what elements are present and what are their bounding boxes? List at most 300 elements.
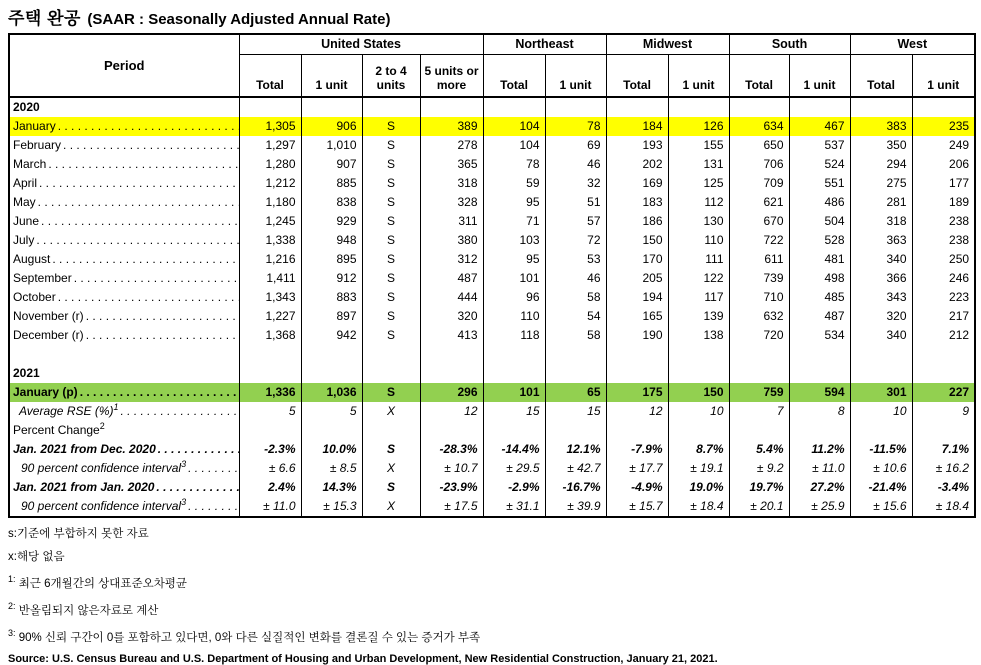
value-cell: [545, 97, 606, 117]
value-cell: S: [362, 288, 420, 307]
value-cell: 5: [239, 402, 301, 421]
column-header-w-total: Total: [850, 54, 912, 97]
dot-leader: [156, 440, 239, 459]
value-cell: 57: [545, 212, 606, 231]
footnote-sup: 1:: [8, 574, 16, 584]
group-header-south: South: [729, 34, 850, 54]
dot-leader: [56, 288, 239, 307]
value-cell: 594: [789, 383, 850, 402]
value-cell: ± 25.9: [789, 497, 850, 517]
value-cell: [301, 345, 362, 364]
value-cell: 189: [912, 193, 975, 212]
row-label: [9, 193, 239, 212]
row-label-text: January (p): [13, 385, 78, 399]
value-cell: [420, 97, 483, 117]
value-cell: 78: [545, 117, 606, 136]
row-label-text: Jan. 2021 from Jan. 2020: [13, 480, 155, 494]
table-row: [9, 440, 975, 459]
value-cell: 363: [850, 231, 912, 250]
row-label: [9, 155, 239, 174]
value-cell: 634: [729, 117, 789, 136]
dot-leader: [36, 193, 239, 212]
value-cell: 170: [606, 250, 668, 269]
value-cell: [912, 97, 975, 117]
value-cell: S: [362, 326, 420, 345]
value-cell: 46: [545, 155, 606, 174]
value-cell: X: [362, 459, 420, 478]
value-cell: 275: [850, 174, 912, 193]
value-cell: 343: [850, 288, 912, 307]
value-cell: ± 16.2: [912, 459, 975, 478]
value-cell: 7.1%: [912, 440, 975, 459]
value-cell: 249: [912, 136, 975, 155]
dot-leader: [154, 478, 238, 497]
value-cell: 12: [606, 402, 668, 421]
table-row: [9, 174, 975, 193]
value-cell: 58: [545, 288, 606, 307]
value-cell: -4.9%: [606, 478, 668, 497]
footnotes: [8, 525, 981, 644]
footnote-text: s:기준에 부합하지 못한 자료: [8, 528, 149, 540]
period-header: Period: [9, 34, 239, 97]
value-cell: ± 15.7: [606, 497, 668, 517]
value-cell: ± 15.3: [301, 497, 362, 517]
value-cell: 183: [606, 193, 668, 212]
value-cell: 485: [789, 288, 850, 307]
value-cell: 413: [420, 326, 483, 345]
value-cell: 534: [789, 326, 850, 345]
value-cell: X: [362, 497, 420, 517]
value-cell: S: [362, 212, 420, 231]
value-cell: [239, 421, 301, 440]
value-cell: S: [362, 155, 420, 174]
value-cell: [789, 364, 850, 383]
value-cell: S: [362, 117, 420, 136]
value-cell: 1,227: [239, 307, 301, 326]
dot-leader: [46, 155, 238, 174]
value-cell: [483, 345, 545, 364]
value-cell: 95: [483, 193, 545, 212]
value-cell: 1,036: [301, 383, 362, 402]
value-cell: 670: [729, 212, 789, 231]
value-cell: S: [362, 136, 420, 155]
value-cell: [668, 97, 729, 117]
value-cell: [239, 97, 301, 117]
group-header-row: [9, 34, 975, 54]
value-cell: 202: [606, 155, 668, 174]
table-row: [9, 117, 975, 136]
value-cell: 130: [668, 212, 729, 231]
value-cell: [668, 421, 729, 440]
value-cell: 227: [912, 383, 975, 402]
value-cell: [420, 345, 483, 364]
table-row: [9, 326, 975, 345]
value-cell: ± 11.0: [789, 459, 850, 478]
value-cell: 906: [301, 117, 362, 136]
value-cell: 27.2%: [789, 478, 850, 497]
column-header-s-1unit: 1 unit: [789, 54, 850, 97]
row-label: [9, 345, 239, 364]
value-cell: S: [362, 440, 420, 459]
value-cell: 611: [729, 250, 789, 269]
group-header-west: West: [850, 34, 975, 54]
row-label: [9, 250, 239, 269]
value-cell: [850, 345, 912, 364]
value-cell: 138: [668, 326, 729, 345]
row-label: [9, 326, 239, 345]
source-note: Source: U.S. Census Bureau and U.S. Department of Housing and Urban Development, New Residential Construction, January 21, 2021.: [8, 653, 718, 665]
value-cell: 897: [301, 307, 362, 326]
value-cell: 504: [789, 212, 850, 231]
table-row: [9, 478, 975, 497]
value-cell: 301: [850, 383, 912, 402]
value-cell: [483, 421, 545, 440]
value-cell: 10: [668, 402, 729, 421]
column-header-us-total: Total: [239, 54, 301, 97]
row-label-text: Jan. 2021 from Dec. 2020: [13, 442, 156, 456]
row-label-text: Average RSE (%)$^1$: [19, 402, 119, 418]
footnote-text: 반올림되지 않은자료로 계산: [15, 604, 159, 617]
value-cell: -28.3%: [420, 440, 483, 459]
value-cell: 1,212: [239, 174, 301, 193]
value-cell: S: [362, 193, 420, 212]
value-cell: -7.9%: [606, 440, 668, 459]
value-cell: 112: [668, 193, 729, 212]
value-cell: ± 9.2: [729, 459, 789, 478]
value-cell: [301, 97, 362, 117]
group-header-northeast: Northeast: [483, 34, 606, 54]
value-cell: 10: [850, 402, 912, 421]
value-cell: 365: [420, 155, 483, 174]
footnote-3: [8, 628, 981, 645]
value-cell: 184: [606, 117, 668, 136]
value-cell: 8.7%: [668, 440, 729, 459]
value-cell: [606, 97, 668, 117]
value-cell: 139: [668, 307, 729, 326]
dot-leader: [78, 383, 239, 402]
row-label: [9, 231, 239, 250]
dot-leader: [186, 459, 238, 478]
value-cell: 895: [301, 250, 362, 269]
value-cell: 8: [789, 402, 850, 421]
value-cell: S: [362, 383, 420, 402]
value-cell: 318: [420, 174, 483, 193]
value-cell: 104: [483, 117, 545, 136]
column-header-us-5plus: 5 units or more: [420, 54, 483, 97]
footnote-1: [8, 574, 981, 591]
value-cell: 71: [483, 212, 545, 231]
value-cell: S: [362, 478, 420, 497]
column-header-s-total: Total: [729, 54, 789, 97]
value-cell: 193: [606, 136, 668, 155]
page-title: [8, 4, 981, 29]
value-cell: 205: [606, 269, 668, 288]
value-cell: 111: [668, 250, 729, 269]
value-cell: -2.9%: [483, 478, 545, 497]
value-cell: [239, 364, 301, 383]
value-cell: 206: [912, 155, 975, 174]
table-row: [9, 136, 975, 155]
value-cell: 186: [606, 212, 668, 231]
title-english: (SAAR : Seasonally Adjusted Annual Rate): [87, 11, 391, 28]
row-label-text: October: [13, 290, 56, 304]
value-cell: 720: [729, 326, 789, 345]
value-cell: 10.0%: [301, 440, 362, 459]
row-label: [9, 174, 239, 193]
footnote-2: [8, 601, 981, 618]
value-cell: 1,336: [239, 383, 301, 402]
value-cell: 59: [483, 174, 545, 193]
table-row: [9, 402, 975, 421]
value-cell: [545, 421, 606, 440]
value-cell: [729, 364, 789, 383]
value-cell: 722: [729, 231, 789, 250]
table-row: [9, 155, 975, 174]
value-cell: 69: [545, 136, 606, 155]
value-cell: 2.4%: [239, 478, 301, 497]
value-cell: 632: [729, 307, 789, 326]
value-cell: 320: [420, 307, 483, 326]
value-cell: [729, 97, 789, 117]
value-cell: 246: [912, 269, 975, 288]
value-cell: 15: [483, 402, 545, 421]
value-cell: 318: [850, 212, 912, 231]
value-cell: 7: [729, 402, 789, 421]
value-cell: 907: [301, 155, 362, 174]
value-cell: [483, 364, 545, 383]
value-cell: 1,280: [239, 155, 301, 174]
value-cell: -14.4%: [483, 440, 545, 459]
value-cell: 838: [301, 193, 362, 212]
value-cell: 169: [606, 174, 668, 193]
value-cell: [420, 364, 483, 383]
row-label-text: Percent Change$^2$: [13, 421, 105, 437]
value-cell: 212: [912, 326, 975, 345]
value-cell: [668, 345, 729, 364]
value-cell: -2.3%: [239, 440, 301, 459]
value-cell: 122: [668, 269, 729, 288]
value-cell: 1,297: [239, 136, 301, 155]
value-cell: [362, 364, 420, 383]
value-cell: -3.4%: [912, 478, 975, 497]
value-cell: 278: [420, 136, 483, 155]
value-cell: 11.2%: [789, 440, 850, 459]
value-cell: [606, 364, 668, 383]
value-cell: 12.1%: [545, 440, 606, 459]
value-cell: 389: [420, 117, 483, 136]
value-cell: 1,411: [239, 269, 301, 288]
row-label: [9, 117, 239, 136]
row-label: [9, 212, 239, 231]
value-cell: [729, 421, 789, 440]
row-label: [9, 459, 239, 478]
value-cell: 1,305: [239, 117, 301, 136]
value-cell: S: [362, 269, 420, 288]
dot-leader: [34, 231, 238, 250]
value-cell: S: [362, 307, 420, 326]
row-label: [9, 307, 239, 326]
value-cell: 155: [668, 136, 729, 155]
table-row: [9, 345, 975, 364]
value-cell: 312: [420, 250, 483, 269]
footnote-ref: 1: [113, 402, 119, 412]
value-cell: 366: [850, 269, 912, 288]
value-cell: ± 42.7: [545, 459, 606, 478]
value-cell: ± 6.6: [239, 459, 301, 478]
value-cell: 1,338: [239, 231, 301, 250]
value-cell: ± 17.5: [420, 497, 483, 517]
value-cell: 709: [729, 174, 789, 193]
value-cell: [789, 345, 850, 364]
footnote-x: [8, 548, 981, 564]
value-cell: 19.0%: [668, 478, 729, 497]
row-label-text: January: [13, 119, 56, 133]
value-cell: 1,368: [239, 326, 301, 345]
footnote-ref: 3: [181, 459, 187, 469]
value-cell: 96: [483, 288, 545, 307]
footnote-s: [8, 525, 981, 541]
row-label-text: February: [13, 138, 62, 152]
value-cell: 311: [420, 212, 483, 231]
value-cell: 53: [545, 250, 606, 269]
dot-leader: [39, 212, 238, 231]
value-cell: 706: [729, 155, 789, 174]
dot-leader: [84, 307, 239, 326]
value-cell: 9: [912, 402, 975, 421]
row-label: [9, 136, 239, 155]
value-cell: 380: [420, 231, 483, 250]
value-cell: 912: [301, 269, 362, 288]
row-label: [9, 402, 239, 421]
value-cell: 498: [789, 269, 850, 288]
value-cell: [362, 345, 420, 364]
value-cell: 481: [789, 250, 850, 269]
value-cell: 104: [483, 136, 545, 155]
table-row: [9, 383, 975, 402]
value-cell: 340: [850, 250, 912, 269]
column-header-us-2to4: 2 to 4 units: [362, 54, 420, 97]
dot-leader: [50, 250, 238, 269]
row-label: [9, 478, 239, 497]
value-cell: 710: [729, 288, 789, 307]
value-cell: ± 15.6: [850, 497, 912, 517]
row-label: [9, 440, 239, 459]
row-label-text: July: [13, 233, 35, 247]
value-cell: ± 29.5: [483, 459, 545, 478]
value-cell: 95: [483, 250, 545, 269]
group-header-midwest: Midwest: [606, 34, 729, 54]
value-cell: 281: [850, 193, 912, 212]
table-row: [9, 250, 975, 269]
value-cell: 32: [545, 174, 606, 193]
value-cell: [912, 345, 975, 364]
value-cell: 1,216: [239, 250, 301, 269]
value-cell: 537: [789, 136, 850, 155]
value-cell: 444: [420, 288, 483, 307]
value-cell: [362, 97, 420, 117]
value-cell: 223: [912, 288, 975, 307]
dot-leader: [84, 326, 239, 345]
value-cell: [483, 97, 545, 117]
value-cell: 125: [668, 174, 729, 193]
row-label-text: 90 percent confidence interval$^3$: [21, 459, 187, 475]
footnote-text: 90% 신뢰 구간이 0를 포함하고 있다면, 0와 다른 실질적인 변화를 결론질 수 있는 증거가 부족: [15, 631, 481, 644]
table-row: [9, 288, 975, 307]
value-cell: ± 17.7: [606, 459, 668, 478]
value-cell: 340: [850, 326, 912, 345]
row-label-text: March: [13, 157, 47, 171]
value-cell: 238: [912, 231, 975, 250]
row-label-text: December (r): [13, 328, 84, 342]
value-cell: [668, 364, 729, 383]
table-row: [9, 212, 975, 231]
value-cell: 235: [912, 117, 975, 136]
row-label-text: 90 percent confidence interval$^3$: [21, 497, 187, 513]
value-cell: 621: [729, 193, 789, 212]
value-cell: 650: [729, 136, 789, 155]
value-cell: [545, 345, 606, 364]
table-row: [9, 421, 975, 440]
value-cell: 250: [912, 250, 975, 269]
column-header-ne-total: Total: [483, 54, 545, 97]
value-cell: 5: [301, 402, 362, 421]
value-cell: 486: [789, 193, 850, 212]
value-cell: 131: [668, 155, 729, 174]
value-cell: 487: [420, 269, 483, 288]
value-cell: S: [362, 174, 420, 193]
value-cell: [850, 421, 912, 440]
value-cell: 238: [912, 212, 975, 231]
value-cell: 101: [483, 383, 545, 402]
table-row: [9, 97, 975, 117]
value-cell: 12: [420, 402, 483, 421]
value-cell: -11.5%: [850, 440, 912, 459]
table-row: [9, 193, 975, 212]
footnote-text: x:해당 없음: [8, 551, 65, 563]
value-cell: 296: [420, 383, 483, 402]
value-cell: ± 18.4: [668, 497, 729, 517]
value-cell: 883: [301, 288, 362, 307]
value-cell: 175: [606, 383, 668, 402]
value-cell: 118: [483, 326, 545, 345]
value-cell: [301, 421, 362, 440]
value-cell: 328: [420, 193, 483, 212]
value-cell: [239, 345, 301, 364]
row-label: [9, 497, 239, 517]
group-header-united-states: United States: [239, 34, 483, 54]
row-label-text: April: [13, 176, 38, 190]
value-cell: [301, 364, 362, 383]
value-cell: 5.4%: [729, 440, 789, 459]
value-cell: 46: [545, 269, 606, 288]
value-cell: [362, 421, 420, 440]
column-header-w-1unit: 1 unit: [912, 54, 975, 97]
value-cell: [912, 421, 975, 440]
value-cell: 320: [850, 307, 912, 326]
value-cell: X: [362, 402, 420, 421]
table-header: [9, 34, 975, 97]
value-cell: 110: [483, 307, 545, 326]
dot-leader: [37, 174, 238, 193]
value-cell: S: [362, 231, 420, 250]
value-cell: 65: [545, 383, 606, 402]
footnote-text: 최근 6개월간의 상대표준오차평균: [15, 577, 188, 590]
value-cell: 58: [545, 326, 606, 345]
row-label-text: 2021: [13, 366, 40, 380]
value-cell: 19.7%: [729, 478, 789, 497]
value-cell: 350: [850, 136, 912, 155]
dot-leader: [119, 402, 239, 421]
